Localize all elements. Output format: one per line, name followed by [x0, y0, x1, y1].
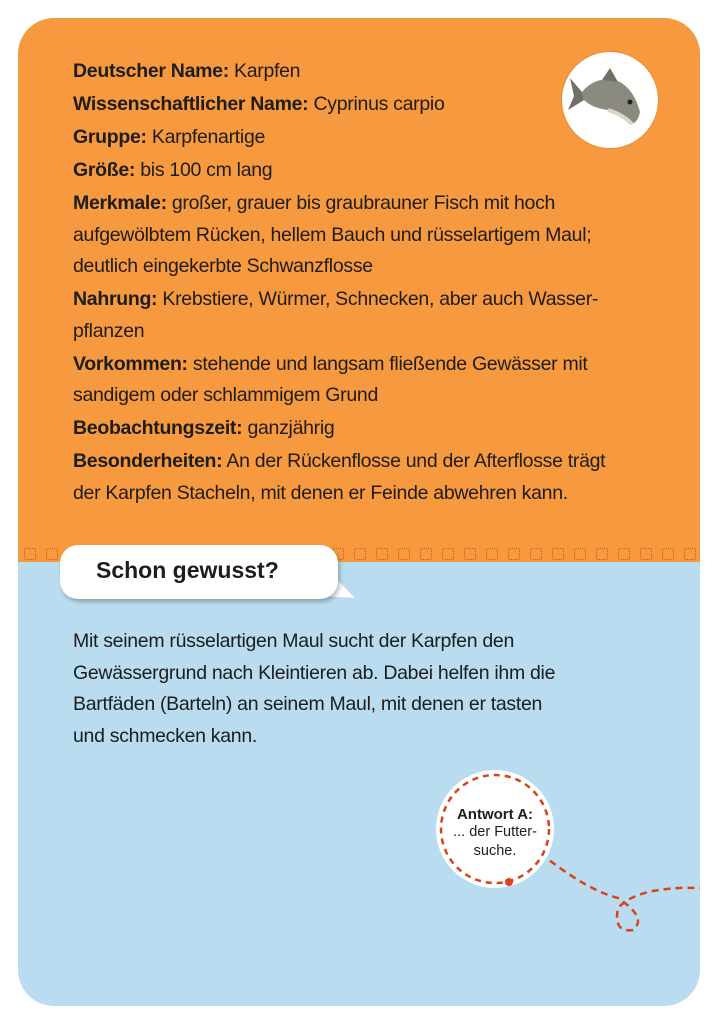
- fact-label: Deutscher Name:: [73, 60, 229, 82]
- fact-label: Gruppe:: [73, 126, 147, 148]
- fact-label: Größe:: [73, 159, 136, 181]
- fact-value: deutlich eingekerbte Schwanzflosse: [73, 255, 373, 277]
- dashed-ring: [436, 770, 554, 888]
- fact-value: bis 100 cm lang: [140, 159, 273, 181]
- fact-value: Cyprinus carpio: [313, 93, 445, 115]
- fact-label: Nahrung:: [73, 288, 158, 310]
- species-card: [18, 18, 700, 1006]
- fact-label: Merkmale:: [73, 192, 167, 214]
- fact-value: Karpfenartige: [151, 126, 266, 148]
- dashed-path: [18, 18, 700, 1006]
- text-line: Mit seinem rüsselartigen Maul sucht der Karpfen den: [73, 630, 515, 652]
- bubble-title: Schon gewusst?: [96, 557, 279, 583]
- fact-label: Vorkommen:: [73, 352, 188, 375]
- fact-label: Besonderheiten:: [73, 450, 223, 472]
- answer-line: ... der Futter-: [453, 824, 537, 840]
- fact-value: der Karpfen Stacheln, mit denen er Feinde abwehren kann.: [73, 481, 568, 504]
- text-line: Gewässergrund nach Kleintieren ab. Dabei helfen ihm die: [73, 661, 556, 684]
- answer-line: suche.: [473, 843, 517, 859]
- speech-bubble: [60, 545, 338, 599]
- fact-value: stehende und langsam fließende Gewässer mit: [192, 352, 588, 375]
- fact-label: Wissenschaftlicher Name:: [73, 93, 309, 115]
- fact-value: An der Rückenflosse und der Afterflosse trägt: [226, 450, 606, 472]
- answer-circle: [436, 770, 554, 888]
- answer-title: Antwort A:: [456, 806, 534, 823]
- fact-value: pflanzen: [73, 319, 145, 342]
- fact-value: aufgewölbtem Rücken, hellem Bauch und rüsselartigem Maul;: [73, 223, 592, 246]
- fact-value: sandigem oder schlammigem Grund: [73, 384, 379, 406]
- text-line: und schmecken kann.: [73, 724, 257, 747]
- fact-value: Karpfen: [234, 60, 301, 82]
- text-line: Bartfäden (Barteln) an seinem Maul, mit denen er tasten: [73, 693, 543, 715]
- fact-value: Krebstiere, Würmer, Schnecken, aber auch Wasser-: [162, 288, 599, 310]
- fact-value: ganzjährig: [247, 417, 335, 439]
- fact-label: Beobachtungszeit:: [73, 417, 243, 439]
- fact-value: großer, grauer bis graubrauner Fisch mit hoch: [171, 192, 556, 214]
